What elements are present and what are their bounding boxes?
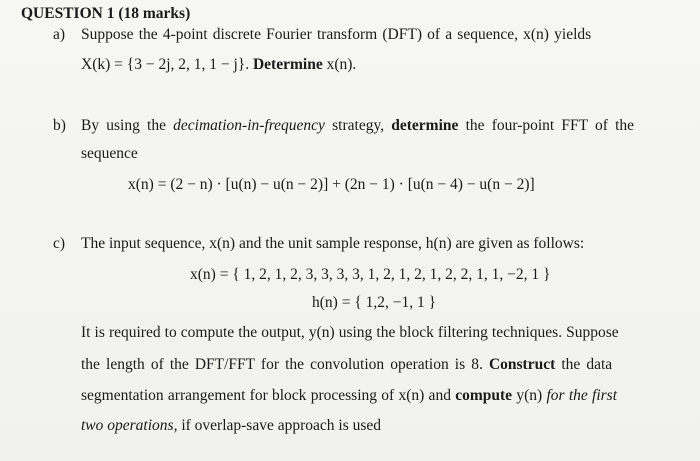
question-marks: (18 marks) — [118, 5, 191, 22]
part-b-text-start: By using the — [81, 117, 166, 134]
part-c-paragraph-line-1: It is required to compute the output, y(n) using the block filtering techniques. Suppose — [81, 324, 619, 341]
part-b-text-mid: strategy, — [332, 117, 385, 134]
question-heading — [21, 4, 190, 24]
part-b-italic: decimation-in-frequency — [173, 117, 325, 134]
part-c-equation-x: x(n) = { 1, 2, 1, 2, 3, 3, 3, 3, 1, 2, 1, 2, 1, 2, 2, 1, 1, −2, 1 } — [190, 266, 551, 283]
part-c-paragraph-line-3 — [81, 386, 683, 406]
part-a-equation: X(k) = {3 − 2j, 2, 1, 1 − j}. — [81, 56, 250, 73]
part-c-label: c) — [53, 235, 66, 252]
part-b-equation: x(n) = (2 − n) · [u(n) − u(n − 2)] + (2n − 1) · [u(n − 4) − u(n − 2)] — [128, 176, 535, 193]
part-a-label: a) — [53, 26, 66, 43]
part-c-for-first: for the first — [546, 387, 618, 404]
part-a-target: x(n). — [326, 56, 357, 73]
part-c-segmentation: segmentation arrangement for block processing of x(n) and — [81, 387, 451, 404]
part-c-two-operations: two operations, — [81, 417, 178, 434]
part-c-compute: compute — [455, 387, 513, 404]
part-b-line-1 — [81, 116, 683, 136]
part-b-line-2: sequence — [81, 145, 138, 162]
part-c-dft-length: the length of the DFT/FFT for the convolution operation is 8. — [81, 356, 483, 373]
part-a-determine: Determine — [252, 56, 323, 73]
part-c-construct: Construct — [488, 356, 556, 373]
part-c-data-word: the data — [561, 356, 613, 373]
part-c-line-1: The input sequence, x(n) and the unit sample response, h(n) are given as follows: — [81, 235, 585, 252]
part-c-paragraph-line-4 — [81, 416, 381, 436]
part-c-equation-h: h(n) = { 1,2, −1, 1 } — [312, 294, 437, 311]
part-a-line-2 — [81, 55, 356, 75]
part-b-determine: determine — [391, 117, 459, 134]
part-c-overlap-save: if overlap-save approach is used — [181, 417, 382, 434]
part-b-label: b) — [53, 117, 66, 134]
question-title: QUESTION 1 — [21, 5, 115, 22]
part-c-paragraph-line-2 — [81, 355, 683, 375]
part-c-output: y(n) — [516, 387, 543, 404]
part-b-text-end: the four-point FFT of the — [465, 117, 635, 134]
part-a-line-1: Suppose the 4-point discrete Fourier transform (DFT) of a sequence, x(n) yields — [81, 26, 592, 43]
